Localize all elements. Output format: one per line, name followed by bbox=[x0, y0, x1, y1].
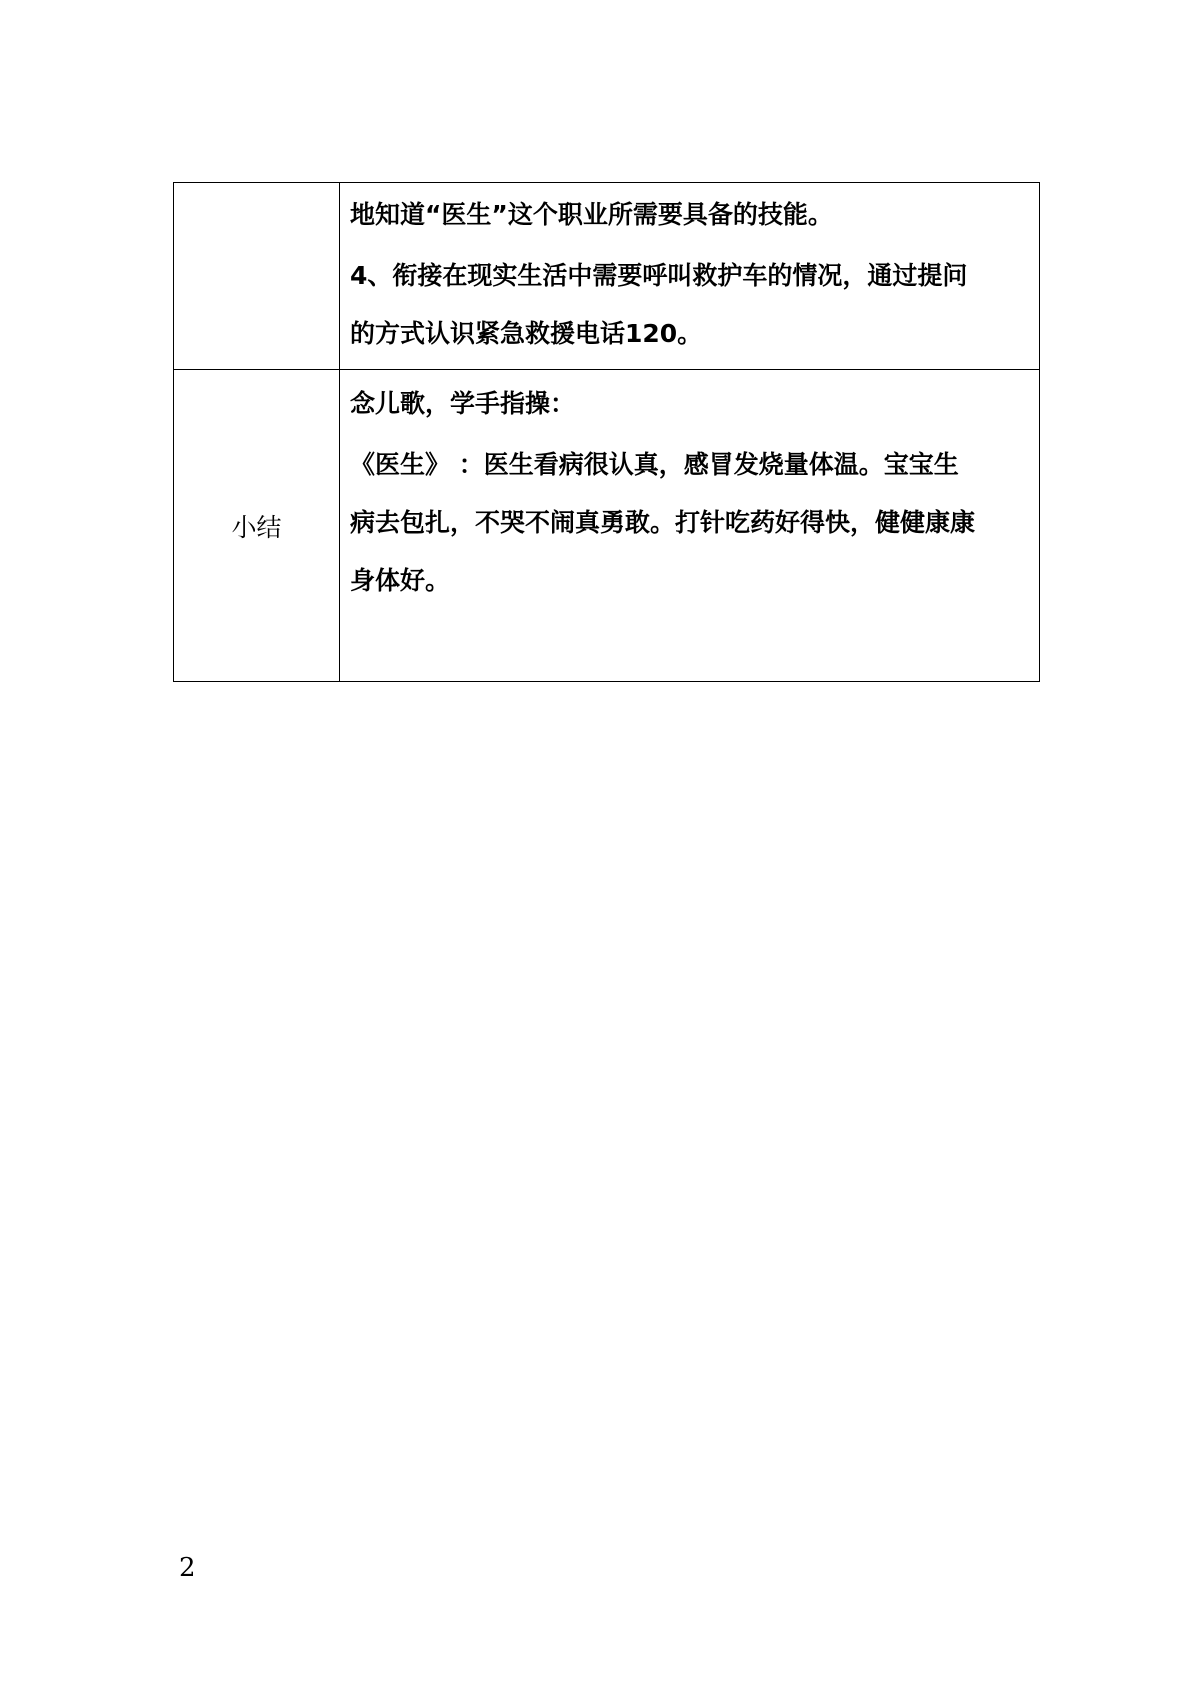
page-number: 2 bbox=[179, 1553, 196, 1583]
table-row bbox=[174, 370, 1040, 682]
content-line: 病去包扎，不哭不闹真勇敢。打针吃药好得快，健健康康 bbox=[350, 508, 976, 537]
table-row bbox=[174, 183, 1040, 370]
lesson-table bbox=[173, 182, 1040, 682]
row-content-cell bbox=[340, 370, 1040, 682]
content-line: 身体好。 bbox=[350, 566, 451, 595]
row-label-summary: 小结 bbox=[174, 370, 340, 682]
row-content-cell bbox=[340, 183, 1040, 370]
content-line: 4、衔接在现实生活中需要呼叫救护车的情况，通过提问 bbox=[350, 261, 968, 290]
content-line: 《医生》 ：医生看病很认真，感冒发烧量体温。宝宝生 bbox=[350, 450, 959, 479]
row-label-cell bbox=[174, 183, 340, 370]
content-line: 地知道“医生”这个职业所需要具备的技能。 bbox=[350, 200, 833, 229]
content-line: 的方式认识紧急救援电话120。 bbox=[350, 319, 703, 348]
content-line: 念儿歌，学手指操： bbox=[350, 389, 576, 418]
